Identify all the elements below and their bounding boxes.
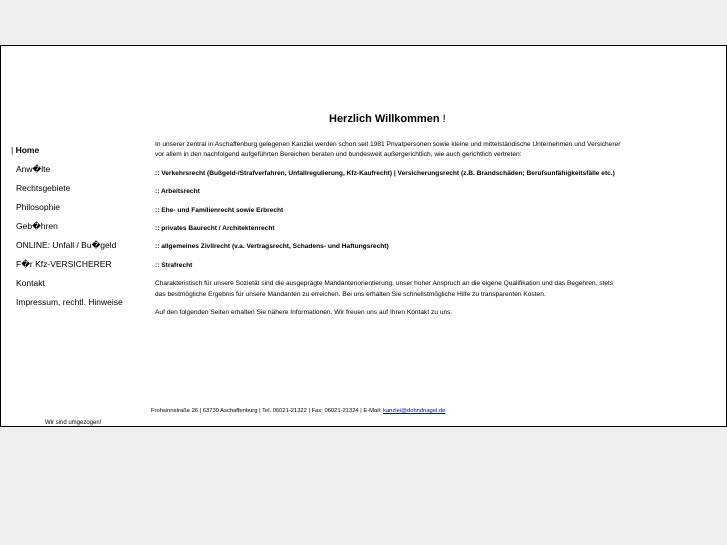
nav-link-kfz-versicherer[interactable]: F�r Kfz-VERSICHERER <box>16 259 112 269</box>
footer-contact <box>151 408 445 414</box>
footer-address: Frohsinnstraße 26 | 63739 Aschaffenburg | Tel. 06021-21322 | Fax: 06021-21324 | E-Mail: <box>151 408 382 414</box>
nav-item-anwaelte[interactable] <box>11 163 123 182</box>
main-content <box>155 140 625 326</box>
nav-item-online-unfall[interactable] <box>11 239 123 258</box>
nav-item-rechtsgebiete[interactable] <box>11 182 123 201</box>
closing-paragraph: Auf den folgenden Seiten erhalten Sie nähere Informationen. Wir freuen uns auf Ihren Kontakt zu uns. <box>155 309 453 317</box>
law-area-verkehrsrecht: :: Verkehrsrecht (Bußgeld-/Strafverfahren, Unfallregulierung, Kfz-Kaufrecht) | Versicherungsrecht (z.B. Brandschäden; Berufsunfähigkeitsfälle etc.) <box>155 169 615 177</box>
nav-link-anwaelte[interactable]: Anw�lte <box>16 164 51 174</box>
side-navigation <box>11 144 123 315</box>
law-area-strafrecht: :: Strafrecht <box>155 261 193 269</box>
nav-link-philosophie[interactable]: Philosophie <box>16 202 60 212</box>
nav-item-kfz-versicherer[interactable] <box>11 258 123 277</box>
nav-link-kontakt[interactable]: Kontakt <box>16 278 45 288</box>
relocation-notice: Wir sind umgezogen! <box>45 420 102 426</box>
nav-link-home[interactable]: | Home <box>11 145 39 155</box>
nav-item-kontakt[interactable] <box>11 277 123 296</box>
intro-paragraph: In unserer zentral in Aschaffenburg gelegenen Kanzlei werden schon seit 1981 Privatpersonen sowie kleine und mittelständische Unternehmen und Versicherer vor allem in den nachfolgend aufgeführten Bereichen beraten und bundesweit außergerichtlich, wie auch gerichtlich vertreten: <box>155 141 621 159</box>
page-title <box>329 113 446 125</box>
page-title-suffix: ! <box>442 113 446 125</box>
character-paragraph: Charakteristisch für unsere Sozietät sind die ausgeprägte Mandantenorientierung, unser hoher Anspruch an die eigene Qualifikation und das Begehren, stets das bestmögliche Ergebnis für unsere Mandanten zu erreichen. Bei uns erhalten Sie schnellstmögliche Hilfe zu transparenten Kosten. <box>155 280 614 298</box>
footer-email-link[interactable]: kanzlei@dohndnagel.de <box>383 408 446 414</box>
nav-item-philosophie[interactable] <box>11 201 123 220</box>
nav-item-impressum[interactable] <box>11 296 123 315</box>
page-title-text: Herzlich Willkommen <box>329 113 440 125</box>
nav-link-rechtsgebiete[interactable]: Rechtsgebiete <box>16 183 71 193</box>
nav-item-home[interactable] <box>11 144 123 163</box>
nav-link-online-unfall[interactable]: ONLINE: Unfall / Bu�geld <box>16 240 117 250</box>
nav-link-impressum[interactable]: Impressum, rechtl. Hinweise <box>16 297 123 307</box>
law-area-baurecht: :: privates Baurecht / Architektenrecht <box>155 225 275 233</box>
law-area-familienrecht: :: Ehe- und Familienrecht sowie Erbrecht <box>155 206 284 214</box>
law-area-arbeitsrecht: :: Arbeitsrecht <box>155 188 200 196</box>
law-area-zivilrecht: :: allgemeines Zivilrecht (v.a. Vertragsrecht, Schadens- und Haftungsrecht) <box>155 243 389 251</box>
nav-link-gebuehren[interactable]: Geb�hren <box>16 221 58 231</box>
nav-item-gebuehren[interactable] <box>11 220 123 239</box>
